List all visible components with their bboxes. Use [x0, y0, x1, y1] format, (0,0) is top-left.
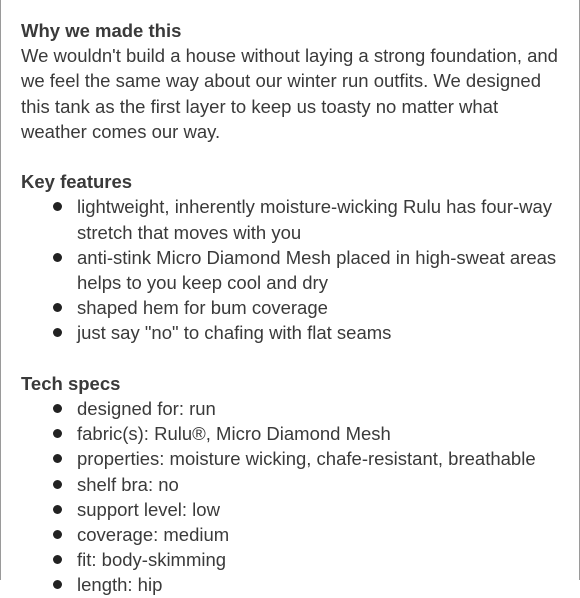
bullet-icon: [53, 505, 62, 514]
list-item-text: shaped hem for bum coverage: [77, 297, 328, 319]
list-item: [77, 245, 569, 295]
list-item-text: anti-stink Micro Diamond Mesh placed in high-sweat areas helps to you keep cool and dry: [77, 246, 557, 294]
list-item-text: shelf bra: no: [77, 473, 179, 495]
list-item-text: lightweight, inherently moisture-wicking Rulu has four-way stretch that moves with you: [77, 196, 553, 243]
bullet-icon: [53, 580, 62, 589]
tech-specs-heading: Tech specs: [21, 372, 121, 394]
bullet-icon: [53, 429, 62, 438]
list-item: [77, 421, 569, 446]
list-item: [77, 320, 569, 345]
bullet-icon: [53, 480, 62, 489]
why-we-made-this-heading: Why we made this: [21, 20, 182, 41]
list-item-text: support level: low: [77, 498, 220, 520]
list-item-text: just say "no" to chafing with flat seams: [77, 322, 392, 344]
bullet-icon: [53, 328, 62, 337]
list-item-text: designed for: run: [77, 398, 216, 420]
list-item: [77, 547, 569, 572]
list-item: [77, 497, 569, 522]
list-item: [77, 194, 569, 244]
bullet-icon: [53, 404, 62, 413]
list-item: [77, 572, 569, 597]
list-item-text: fabric(s): Rulu®, Micro Diamond Mesh: [77, 423, 391, 445]
section-spacer: [21, 346, 569, 371]
bullet-icon: [53, 253, 62, 262]
product-details-content: [21, 18, 569, 598]
tech-specs-list: [21, 396, 569, 598]
bullet-icon: [53, 555, 62, 564]
list-item: [77, 472, 569, 497]
list-item: [77, 446, 569, 471]
list-item-text: properties: moisture wicking, chafe-resistant, breathable: [77, 448, 536, 470]
bullet-icon: [53, 454, 62, 463]
key-features-heading: Key features: [21, 171, 133, 193]
why-we-made-this-text: We wouldn't build a house without laying a strong foundation, and we feel the same way about our winter run outfits. We designed this tank as the first layer to keep us toasty no matter what weather comes our way.: [21, 45, 558, 142]
list-item-text: fit: body-skimming: [77, 549, 227, 571]
key-features-list: [21, 194, 569, 345]
list-item-text: coverage: medium: [77, 524, 230, 546]
list-item: [77, 295, 569, 320]
list-item: [77, 396, 569, 421]
bullet-icon: [53, 303, 62, 312]
section-spacer: [21, 144, 569, 169]
bullet-icon: [53, 530, 62, 539]
list-item: [77, 522, 569, 547]
list-item-text: length: hip: [77, 574, 163, 596]
bullet-icon: [53, 202, 62, 211]
